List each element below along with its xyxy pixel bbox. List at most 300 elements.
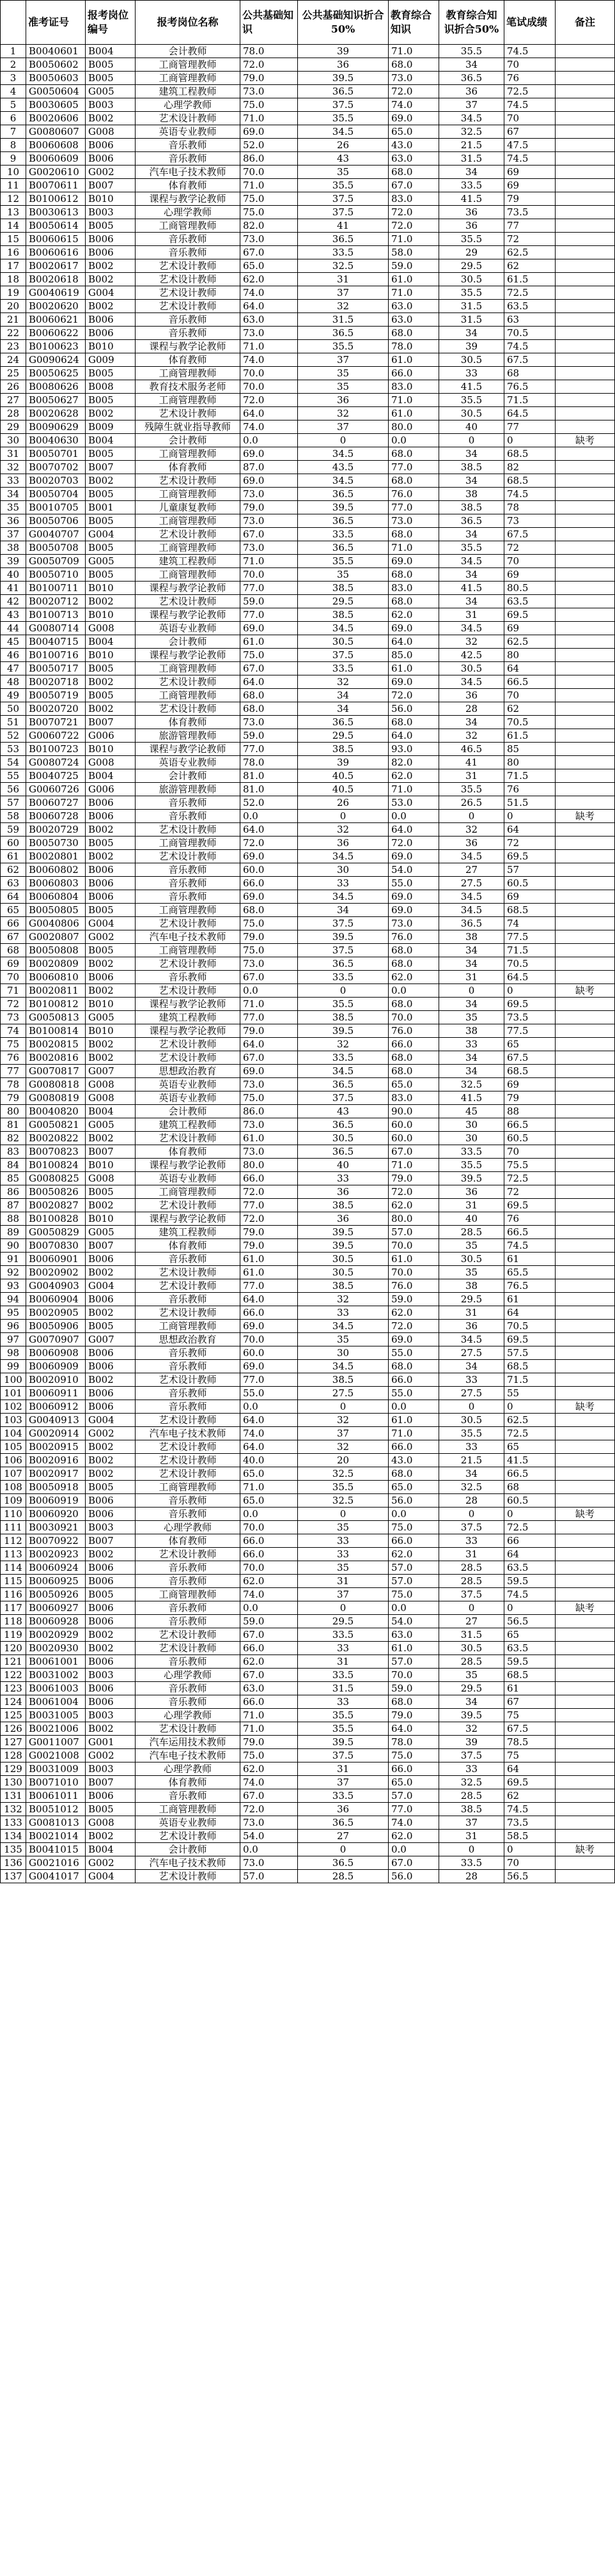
cell-written-score: 74.5 [504,1803,556,1816]
cell-public-knowledge: 52.0 [240,796,298,810]
cell-post-code: B007 [86,716,136,729]
cell-exam-id: B0100824 [26,1159,86,1172]
cell-post-code: G004 [86,1414,136,1427]
table-row [1,1293,615,1306]
cell-public-knowledge: 75.0 [240,917,298,930]
cell-post-name: 艺术设计教师 [136,1132,240,1145]
cell-written-score: 72.5 [504,85,556,98]
table-row [1,1266,615,1279]
cell-row-index: 14 [1,219,26,233]
cell-public-knowledge: 73.0 [240,488,298,501]
table-row [1,1481,615,1494]
cell-written-score: 69.5 [504,608,556,622]
cell-written-score: 58.5 [504,1830,556,1843]
cell-row-index: 70 [1,971,26,984]
cell-public-knowledge: 66.0 [240,877,298,890]
cell-education-knowledge: 68.0 [389,998,439,1011]
cell-exam-id: B0060616 [26,246,86,259]
cell-public-50: 36.5 [298,514,389,528]
cell-education-knowledge: 67.0 [389,179,439,192]
cell-public-knowledge: 71.0 [240,1722,298,1736]
cell-education-50: 34 [439,1695,504,1709]
cell-written-score: 74.5 [504,1588,556,1601]
table-row [1,1199,615,1212]
cell-education-knowledge: 76.0 [389,1279,439,1293]
table-row [1,246,615,259]
cell-public-knowledge: 80.0 [240,1159,298,1172]
header-remark: 备注 [556,1,615,45]
cell-education-50: 33.5 [439,1145,504,1159]
cell-remark [556,1682,615,1695]
table-row [1,944,615,957]
cell-remark [556,313,615,327]
cell-row-index: 117 [1,1601,26,1615]
cell-post-code: B003 [86,206,136,219]
cell-education-knowledge: 55.0 [389,877,439,890]
cell-education-knowledge: 79.0 [389,1709,439,1722]
cell-public-knowledge: 75.0 [240,98,298,112]
cell-post-name: 课程与教学论教师 [136,998,240,1011]
cell-post-code: G008 [86,1078,136,1091]
cell-public-50: 27 [298,1830,389,1843]
cell-education-50: 27.5 [439,877,504,890]
cell-post-name: 艺术设计教师 [136,595,240,608]
cell-exam-id: B0050730 [26,837,86,850]
cell-remark [556,367,615,380]
cell-public-knowledge: 70.0 [240,1561,298,1575]
cell-written-score: 68.5 [504,1065,556,1078]
cell-written-score: 56.5 [504,1870,556,1883]
cell-public-50: 35 [298,380,389,394]
cell-education-50: 34 [439,1065,504,1078]
cell-education-knowledge: 83.0 [389,582,439,595]
table-row [1,1521,615,1534]
cell-public-50: 35.5 [298,1481,389,1494]
cell-education-knowledge: 66.0 [389,367,439,380]
cell-row-index: 4 [1,85,26,98]
cell-post-code: B005 [86,58,136,72]
cell-public-knowledge: 59.0 [240,1615,298,1628]
cell-written-score: 68 [504,1481,556,1494]
cell-remark [556,461,615,474]
cell-post-code: B010 [86,1159,136,1172]
cell-row-index: 124 [1,1695,26,1709]
cell-public-50: 0 [298,1601,389,1615]
cell-public-50: 33 [298,1172,389,1185]
cell-education-knowledge: 69.0 [389,622,439,635]
cell-exam-id: B0040715 [26,635,86,649]
table-row [1,635,615,649]
cell-education-knowledge: 75.0 [389,1521,439,1534]
cell-remark [556,1118,615,1132]
cell-post-name: 艺术设计教师 [136,407,240,420]
cell-education-50: 29.5 [439,1293,504,1306]
cell-post-name: 艺术设计教师 [136,1199,240,1212]
cell-post-name: 心理学教师 [136,1762,240,1776]
cell-education-knowledge: 68.0 [389,1360,439,1373]
cell-education-knowledge: 61.0 [389,662,439,675]
cell-row-index: 5 [1,98,26,112]
cell-education-knowledge: 54.0 [389,863,439,877]
cell-written-score: 70.5 [504,957,556,971]
cell-written-score: 60.5 [504,1132,556,1145]
cell-public-knowledge: 81.0 [240,783,298,796]
cell-public-knowledge: 67.0 [240,662,298,675]
cell-public-50: 39.5 [298,1226,389,1239]
cell-post-name: 建筑工程教师 [136,1011,240,1024]
cell-post-name: 艺术设计教师 [136,850,240,863]
cell-education-knowledge: 76.0 [389,488,439,501]
cell-written-score: 69 [504,166,556,179]
table-row [1,1789,615,1803]
cell-exam-id: G0050821 [26,1118,86,1132]
cell-education-knowledge: 58.0 [389,246,439,259]
table-row [1,1105,615,1118]
cell-public-50: 37.5 [298,649,389,662]
cell-public-50: 35.5 [298,998,389,1011]
cell-post-name: 艺术设计教师 [136,474,240,488]
cell-education-knowledge: 69.0 [389,555,439,568]
table-row [1,179,615,192]
cell-public-50: 33.5 [298,1669,389,1682]
cell-education-50: 30.5 [439,353,504,367]
cell-public-50: 34.5 [298,474,389,488]
cell-row-index: 121 [1,1655,26,1669]
cell-exam-id: G0080724 [26,756,86,769]
cell-post-name: 汽车运用技术教师 [136,1736,240,1749]
table-row [1,1132,615,1145]
table-row [1,367,615,380]
table-row [1,1051,615,1065]
cell-post-code: B006 [86,246,136,259]
cell-public-50: 36 [298,58,389,72]
cell-written-score: 67.5 [504,353,556,367]
cell-education-knowledge: 76.0 [389,930,439,944]
cell-written-score: 74.5 [504,1239,556,1253]
cell-written-score: 66 [504,1534,556,1548]
cell-remark [556,1091,615,1105]
cell-public-50: 27.5 [298,1387,389,1400]
cell-written-score: 80 [504,649,556,662]
table-row [1,1843,615,1856]
cell-post-code: B002 [86,1199,136,1212]
cell-post-code: B006 [86,1293,136,1306]
cell-remark [556,501,615,514]
cell-remark [556,1279,615,1293]
table-row [1,796,615,810]
cell-post-code: B006 [86,1682,136,1695]
cell-post-name: 工商管理教师 [136,58,240,72]
cell-post-code: B010 [86,192,136,206]
cell-remark: 缺考 [556,810,615,823]
cell-row-index: 76 [1,1051,26,1065]
cell-public-50: 34.5 [298,447,389,461]
cell-education-knowledge: 68.0 [389,528,439,541]
cell-exam-id: B0060927 [26,1601,86,1615]
cell-education-knowledge: 69.0 [389,850,439,863]
cell-exam-id: B0060908 [26,1346,86,1360]
cell-post-name: 音乐教师 [136,1400,240,1414]
cell-education-50: 34.5 [439,622,504,635]
cell-public-50: 33.5 [298,971,389,984]
cell-written-score: 78.5 [504,1736,556,1749]
cell-public-50: 40.5 [298,769,389,783]
cell-row-index: 66 [1,917,26,930]
cell-education-knowledge: 71.0 [389,233,439,246]
cell-education-knowledge: 56.0 [389,1494,439,1508]
cell-post-name: 工商管理教师 [136,488,240,501]
cell-education-knowledge: 56.0 [389,702,439,716]
cell-written-score: 82 [504,461,556,474]
cell-post-name: 课程与教学论教师 [136,582,240,595]
cell-education-50: 0 [439,1843,504,1856]
cell-remark [556,1762,615,1776]
cell-public-knowledge: 70.0 [240,568,298,582]
cell-education-knowledge: 80.0 [389,1212,439,1226]
cell-row-index: 89 [1,1226,26,1239]
cell-post-name: 音乐教师 [136,1253,240,1266]
table-row [1,1414,615,1427]
cell-education-knowledge: 61.0 [389,1642,439,1655]
cell-post-name: 艺术设计教师 [136,1414,240,1427]
cell-public-knowledge: 73.0 [240,233,298,246]
cell-row-index: 48 [1,675,26,689]
cell-written-score: 70 [504,58,556,72]
cell-post-code: B005 [86,662,136,675]
cell-row-index: 73 [1,1011,26,1024]
table-row [1,1091,615,1105]
cell-row-index: 51 [1,716,26,729]
cell-public-knowledge: 62.0 [240,1575,298,1588]
cell-row-index: 42 [1,595,26,608]
cell-public-knowledge: 70.0 [240,1333,298,1346]
cell-public-50: 36.5 [298,1118,389,1132]
cell-education-50: 31 [439,1548,504,1561]
cell-public-50: 29.5 [298,1615,389,1628]
cell-exam-id: G0020610 [26,166,86,179]
cell-post-name: 音乐教师 [136,1293,240,1306]
cell-public-knowledge: 72.0 [240,394,298,407]
cell-post-name: 会计教师 [136,635,240,649]
cell-post-code: B005 [86,689,136,702]
cell-public-50: 39.5 [298,72,389,85]
cell-exam-id: G0040806 [26,917,86,930]
cell-public-50: 37.5 [298,1749,389,1762]
cell-public-knowledge: 78.0 [240,756,298,769]
cell-post-name: 思想政治教育 [136,1333,240,1346]
table-row [1,514,615,528]
cell-education-50: 21.5 [439,139,504,152]
cell-exam-id: B0020703 [26,474,86,488]
cell-education-knowledge: 69.0 [389,675,439,689]
cell-education-knowledge: 67.0 [389,1145,439,1159]
table-row [1,998,615,1011]
cell-row-index: 52 [1,729,26,743]
cell-written-score: 76.5 [504,1279,556,1293]
cell-exam-id: B0060924 [26,1561,86,1575]
cell-post-code: B002 [86,300,136,313]
cell-post-name: 课程与教学论教师 [136,608,240,622]
cell-public-knowledge: 54.0 [240,1830,298,1843]
cell-exam-id: B0050614 [26,219,86,233]
table-row [1,850,615,863]
cell-education-knowledge: 90.0 [389,1105,439,1118]
cell-public-knowledge: 73.0 [240,1118,298,1132]
cell-public-knowledge: 70.0 [240,367,298,380]
cell-education-knowledge: 62.0 [389,608,439,622]
cell-remark [556,1293,615,1306]
cell-education-50: 32 [439,729,504,743]
cell-row-index: 6 [1,112,26,125]
cell-exam-id: B0050603 [26,72,86,85]
cell-public-50: 33 [298,1306,389,1320]
cell-row-index: 92 [1,1266,26,1279]
cell-row-index: 71 [1,984,26,998]
cell-exam-id: B0100711 [26,582,86,595]
table-row [1,380,615,394]
cell-written-score: 55 [504,1387,556,1400]
cell-row-index: 69 [1,957,26,971]
cell-remark: 缺考 [556,1508,615,1521]
cell-education-50: 36 [439,206,504,219]
table-row [1,1400,615,1414]
table-row [1,957,615,971]
table-row [1,1561,615,1575]
cell-remark [556,1199,615,1212]
table-row [1,420,615,434]
cell-post-name: 音乐教师 [136,877,240,890]
cell-exam-id: B0060912 [26,1400,86,1414]
table-row [1,1279,615,1293]
cell-education-knowledge: 83.0 [389,192,439,206]
cell-post-name: 英语专业教师 [136,1816,240,1830]
cell-row-index: 130 [1,1776,26,1789]
cell-public-knowledge: 69.0 [240,125,298,139]
cell-exam-id: B0020815 [26,1038,86,1051]
cell-written-score: 62 [504,259,556,273]
cell-row-index: 90 [1,1239,26,1253]
cell-post-code: G004 [86,1870,136,1883]
cell-post-name: 工商管理教师 [136,568,240,582]
table-row [1,568,615,582]
cell-written-score: 76 [504,1212,556,1226]
cell-written-score: 72 [504,233,556,246]
cell-education-50: 32.5 [439,1078,504,1091]
cell-exam-id: G0020914 [26,1427,86,1440]
cell-written-score: 63.5 [504,1561,556,1575]
cell-exam-id: B0080626 [26,380,86,394]
table-row [1,1736,615,1749]
cell-public-knowledge: 75.0 [240,1091,298,1105]
cell-public-knowledge: 81.0 [240,769,298,783]
cell-written-score: 76 [504,72,556,85]
table-row [1,233,615,246]
table-row [1,1239,615,1253]
cell-education-50: 28.5 [439,1575,504,1588]
cell-row-index: 93 [1,1279,26,1293]
table-row [1,139,615,152]
cell-row-index: 49 [1,689,26,702]
cell-written-score: 65 [504,1628,556,1642]
cell-written-score: 71.5 [504,1373,556,1387]
cell-post-name: 英语专业教师 [136,756,240,769]
table-row [1,219,615,233]
cell-education-50: 32.5 [439,125,504,139]
cell-public-50: 36.5 [298,1078,389,1091]
cell-exam-id: B0021006 [26,1722,86,1736]
cell-education-knowledge: 71.0 [389,286,439,300]
cell-education-50: 34.5 [439,555,504,568]
table-row [1,1038,615,1051]
cell-post-code: G004 [86,917,136,930]
cell-education-knowledge: 64.0 [389,823,439,837]
cell-written-score: 77.5 [504,1024,556,1038]
cell-written-score: 68.5 [504,447,556,461]
table-row [1,1669,615,1682]
cell-post-code: B006 [86,1695,136,1709]
cell-education-50: 34 [439,957,504,971]
cell-education-knowledge: 68.0 [389,944,439,957]
cell-public-knowledge: 79.0 [240,930,298,944]
cell-public-50: 34 [298,689,389,702]
cell-post-name: 会计教师 [136,45,240,58]
cell-public-knowledge: 82.0 [240,219,298,233]
cell-remark [556,917,615,930]
cell-public-50: 35.5 [298,1709,389,1722]
cell-remark [556,1709,615,1722]
cell-education-knowledge: 59.0 [389,1293,439,1306]
cell-remark [556,1320,615,1333]
cell-post-code: B004 [86,635,136,649]
cell-row-index: 96 [1,1320,26,1333]
table-row [1,1145,615,1159]
table-row [1,1440,615,1454]
cell-education-50: 30.5 [439,1414,504,1427]
cell-remark [556,420,615,434]
cell-remark [556,635,615,649]
cell-education-50: 34 [439,568,504,582]
cell-post-code: B005 [86,944,136,957]
cell-education-knowledge: 93.0 [389,743,439,756]
cell-education-50: 34 [439,528,504,541]
cell-education-50: 31.5 [439,313,504,327]
cell-public-50: 20 [298,1454,389,1467]
cell-public-50: 35 [298,166,389,179]
cell-post-name: 音乐教师 [136,1695,240,1709]
cell-post-name: 艺术设计教师 [136,286,240,300]
cell-education-knowledge: 72.0 [389,219,439,233]
cell-written-score: 69.5 [504,1776,556,1789]
cell-public-50: 36.5 [298,1856,389,1870]
table-row [1,689,615,702]
cell-exam-id: B0070823 [26,1145,86,1159]
cell-public-50: 35.5 [298,1722,389,1736]
cell-remark [556,622,615,635]
cell-written-score: 70 [504,555,556,568]
cell-exam-id: G0060726 [26,783,86,796]
cell-post-name: 汽车电子技术教师 [136,166,240,179]
cell-education-knowledge: 82.0 [389,756,439,769]
cell-remark [556,1038,615,1051]
cell-post-name: 工商管理教师 [136,1481,240,1494]
cell-written-score: 62 [504,1789,556,1803]
cell-public-50: 33 [298,1695,389,1709]
cell-education-50: 34.5 [439,890,504,904]
cell-row-index: 111 [1,1521,26,1534]
cell-post-code: B002 [86,112,136,125]
cell-education-50: 34.5 [439,1333,504,1346]
cell-remark [556,998,615,1011]
